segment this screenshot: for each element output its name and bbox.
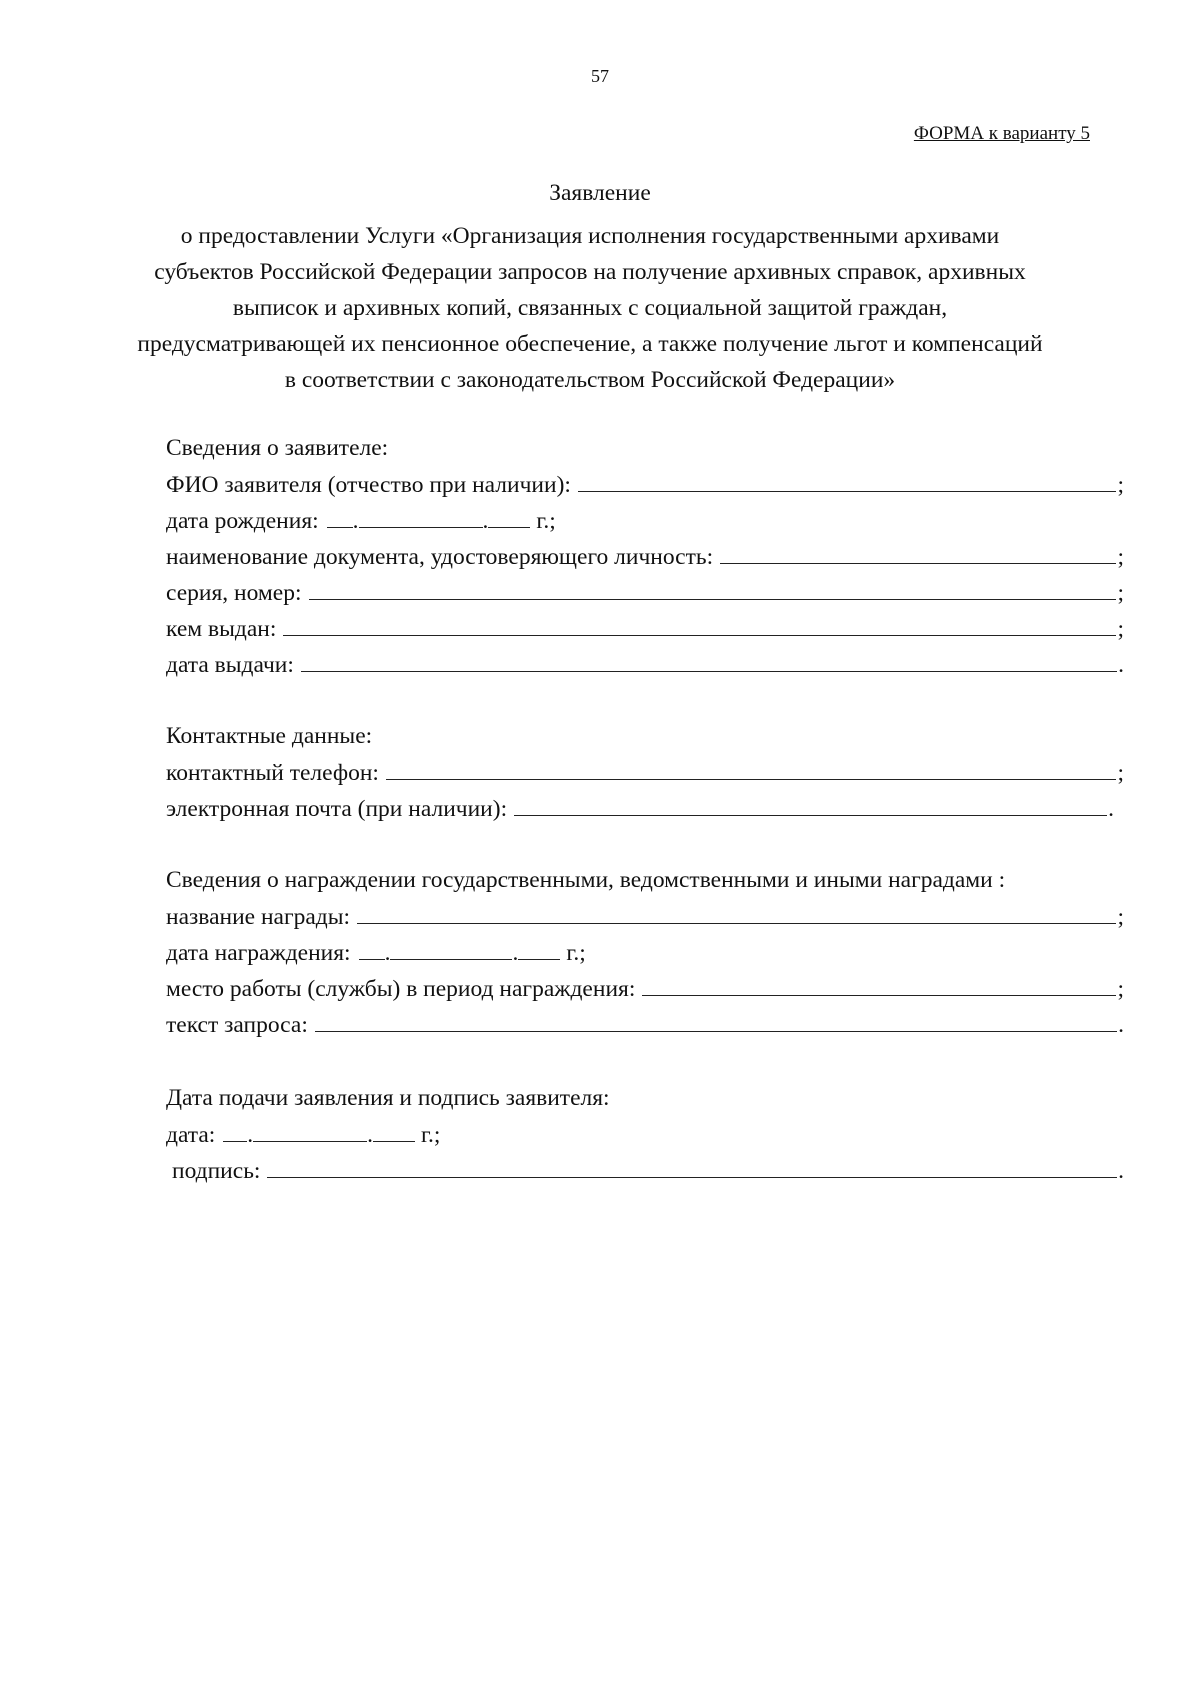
- issue-date-row: [166, 646, 1124, 682]
- page-number: 57: [591, 66, 609, 86]
- doc-name-end: ;: [1117, 544, 1124, 570]
- series-number-label: серия, номер:: [166, 580, 302, 606]
- submission-date-row: [166, 1116, 440, 1152]
- birth-date-suffix: г.;: [536, 508, 556, 534]
- issued-by-end: ;: [1117, 616, 1124, 642]
- request-text-row: [166, 1006, 1124, 1042]
- phone-label: контактный телефон:: [166, 760, 379, 786]
- workplace-end: ;: [1117, 976, 1124, 1002]
- email-field[interactable]: [514, 790, 1107, 816]
- fio-field[interactable]: [578, 466, 1117, 492]
- birth-date-row: [166, 502, 556, 538]
- submission-heading: Дата подачи заявления и подпись заявителя:: [166, 1085, 610, 1111]
- subtitle-line: в соответствии с законодательством Российской Федерации»: [284, 367, 896, 393]
- fio-row: [166, 466, 1124, 502]
- submission-date-label: дата:: [166, 1122, 216, 1148]
- signature-row: [172, 1152, 1124, 1188]
- awards-heading: Сведения о награждении государственными, ведомственными и иными наградами :: [166, 867, 1006, 893]
- subtitle-line: выписок и архивных копий, связанных с социальной защитой граждан,: [232, 295, 948, 321]
- submission-date-suffix: г.;: [421, 1122, 441, 1148]
- award-month-field[interactable]: [390, 934, 512, 960]
- submission-date-dot: .: [367, 1122, 374, 1148]
- email-row: [166, 790, 1114, 826]
- birth-month-field[interactable]: [359, 502, 483, 528]
- signature-end: .: [1118, 1158, 1124, 1184]
- birth-date-dot: .: [482, 508, 489, 534]
- email-label: электронная почта (при наличии):: [166, 796, 508, 822]
- award-name-row: [166, 898, 1124, 934]
- award-date-row: [166, 934, 586, 970]
- workplace-row: [166, 970, 1124, 1006]
- series-number-end: ;: [1117, 580, 1124, 606]
- submission-day-field[interactable]: [223, 1116, 247, 1142]
- email-end: .: [1108, 796, 1114, 822]
- subtitle-line: предусматривающей их пенсионное обеспечение, а также получение льгот и компенсаций: [137, 331, 1043, 357]
- series-number-row: [166, 574, 1124, 610]
- award-date-dot: .: [384, 940, 391, 966]
- workplace-label: место работы (службы) в период награждения:: [166, 976, 636, 1002]
- issue-date-end: .: [1118, 652, 1124, 678]
- workplace-field[interactable]: [642, 970, 1116, 996]
- phone-row: [166, 754, 1124, 790]
- award-name-end: ;: [1117, 904, 1124, 930]
- submission-date-dot: .: [247, 1122, 254, 1148]
- subtitle-line: о предоставлении Услуги «Организация исполнения государственными архивами: [180, 223, 1000, 249]
- request-text-field[interactable]: [315, 1006, 1117, 1032]
- issue-date-label: дата выдачи:: [166, 652, 294, 678]
- award-year-field[interactable]: [518, 934, 560, 960]
- birth-day-field[interactable]: [327, 502, 353, 528]
- fio-label: ФИО заявителя (отчество при наличии):: [166, 472, 571, 498]
- fio-end: ;: [1117, 472, 1124, 498]
- issued-by-field[interactable]: [283, 610, 1116, 636]
- signature-label: подпись:: [172, 1158, 261, 1184]
- document-title: Заявление: [549, 180, 651, 206]
- birth-date-label: дата рождения:: [166, 508, 319, 534]
- contacts-heading: Контактные данные:: [166, 723, 373, 749]
- form-mark: ФОРМА к варианту 5: [913, 123, 1090, 144]
- award-date-label: дата награждения:: [166, 940, 351, 966]
- request-text-label: текст запроса:: [166, 1012, 308, 1038]
- document-subtitle: [120, 218, 1060, 398]
- phone-end: ;: [1117, 760, 1124, 786]
- subtitle-line: субъектов Российской Федерации запросов на получение архивных справок, архивных: [154, 259, 1026, 285]
- submission-month-field[interactable]: [253, 1116, 367, 1142]
- issued-by-label: кем выдан:: [166, 616, 277, 642]
- request-text-end: .: [1118, 1012, 1124, 1038]
- award-day-field[interactable]: [359, 934, 385, 960]
- issue-date-field[interactable]: [301, 646, 1117, 672]
- doc-name-label: наименование документа, удостоверяющего личность:: [166, 544, 714, 570]
- series-number-field[interactable]: [309, 574, 1117, 600]
- phone-field[interactable]: [386, 754, 1117, 780]
- award-date-suffix: г.;: [566, 940, 586, 966]
- birth-year-field[interactable]: [488, 502, 530, 528]
- submission-year-field[interactable]: [373, 1116, 415, 1142]
- applicant-heading: Сведения о заявителе:: [166, 435, 389, 461]
- award-name-field[interactable]: [357, 898, 1116, 924]
- award-name-label: название награды:: [166, 904, 351, 930]
- doc-name-row: [166, 538, 1124, 574]
- birth-date-dot: .: [352, 508, 359, 534]
- doc-name-field[interactable]: [720, 538, 1116, 564]
- award-date-dot: .: [512, 940, 519, 966]
- issued-by-row: [166, 610, 1124, 646]
- signature-field[interactable]: [267, 1152, 1117, 1178]
